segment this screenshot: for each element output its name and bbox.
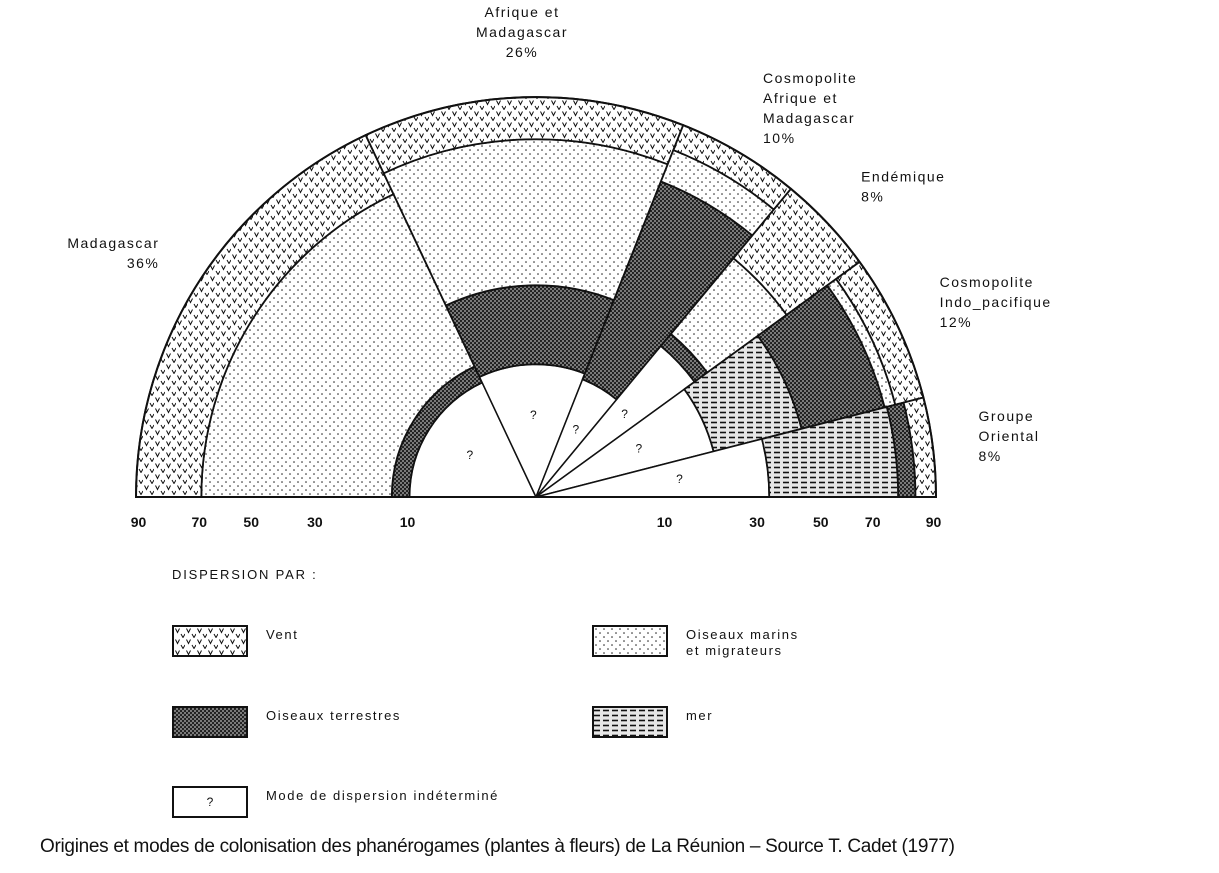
unknown-mark-afrique_madagascar: ? — [530, 407, 537, 422]
tick-right-70: 70 — [864, 514, 881, 530]
label-cosmopolite_indo: Cosmopolite Indo_pacifique 12% — [939, 274, 1052, 331]
unknown-mark-endemique: ? — [621, 406, 628, 421]
tick-left-10: 10 — [399, 514, 416, 530]
legend-item-indetermine — [172, 786, 499, 818]
label-groupe_oriental: Groupe Oriental 8% — [978, 408, 1040, 465]
sectors-layer — [136, 97, 936, 497]
unknown-mark-madagascar: ? — [466, 448, 474, 462]
legend-swatch-oiseaux-terrestres — [172, 706, 248, 738]
tick-left-50: 50 — [243, 514, 259, 530]
tick-right-90: 90 — [925, 514, 942, 530]
legend-label-indetermine: Mode de dispersion indéterminé — [266, 788, 499, 803]
unknown-mark-groupe_oriental: ? — [676, 471, 683, 486]
legend-item-oiseaux-marins — [592, 625, 799, 659]
legend-swatch-indetermine: ? — [172, 786, 248, 818]
axis-ticks — [131, 514, 942, 530]
label-madagascar: Madagascar 36% — [67, 235, 160, 271]
legend-swatch-oiseaux-terrestres-fill — [174, 708, 246, 736]
legend-swatch-mer — [592, 706, 668, 738]
legend-label-vent: Vent — [266, 627, 299, 642]
label-endemique: Endémique 8% — [861, 168, 946, 205]
legend-title: DISPERSION PAR : — [172, 567, 318, 582]
legend-swatch-vent — [172, 625, 248, 657]
tick-left-90: 90 — [130, 514, 147, 530]
unknown-mark-cosmopolite_indo: ? — [635, 441, 643, 456]
tick-right-10: 10 — [656, 514, 673, 530]
figure-caption: Origines et modes de colonisation des phanérogames (plantes à fleurs) de La Réunion – Source T. Cadet (1977) — [40, 836, 955, 857]
tick-left-30: 30 — [307, 514, 323, 530]
tick-right-50: 50 — [813, 514, 829, 530]
legend-label-oiseaux-terrestres: Oiseaux terrestres — [266, 708, 402, 723]
tick-left-70: 70 — [191, 514, 208, 530]
legend-item-mer — [592, 706, 713, 738]
unknown-mark-cosmopolite_afrique: ? — [572, 422, 580, 437]
tick-right-30: 30 — [749, 514, 765, 530]
legend-label-mer: mer — [686, 708, 714, 723]
label-afrique_madagascar: Afrique et Madagascar 26% — [475, 4, 569, 61]
label-cosmopolite_afrique: Cosmopolite Afrique et Madagascar 10% — [763, 70, 858, 147]
legend-swatch-oiseaux-marins-fill — [594, 627, 666, 655]
legend-item-vent — [172, 625, 298, 657]
legend-label-oiseaux-marins: Oiseaux marins et migrateurs — [686, 627, 799, 658]
legend-item-oiseaux-terrestres — [172, 706, 401, 738]
legend-swatch-mer-fill — [594, 708, 666, 736]
legend-swatch-vent-fill — [174, 627, 246, 655]
legend-swatch-oiseaux-marins — [592, 625, 668, 657]
